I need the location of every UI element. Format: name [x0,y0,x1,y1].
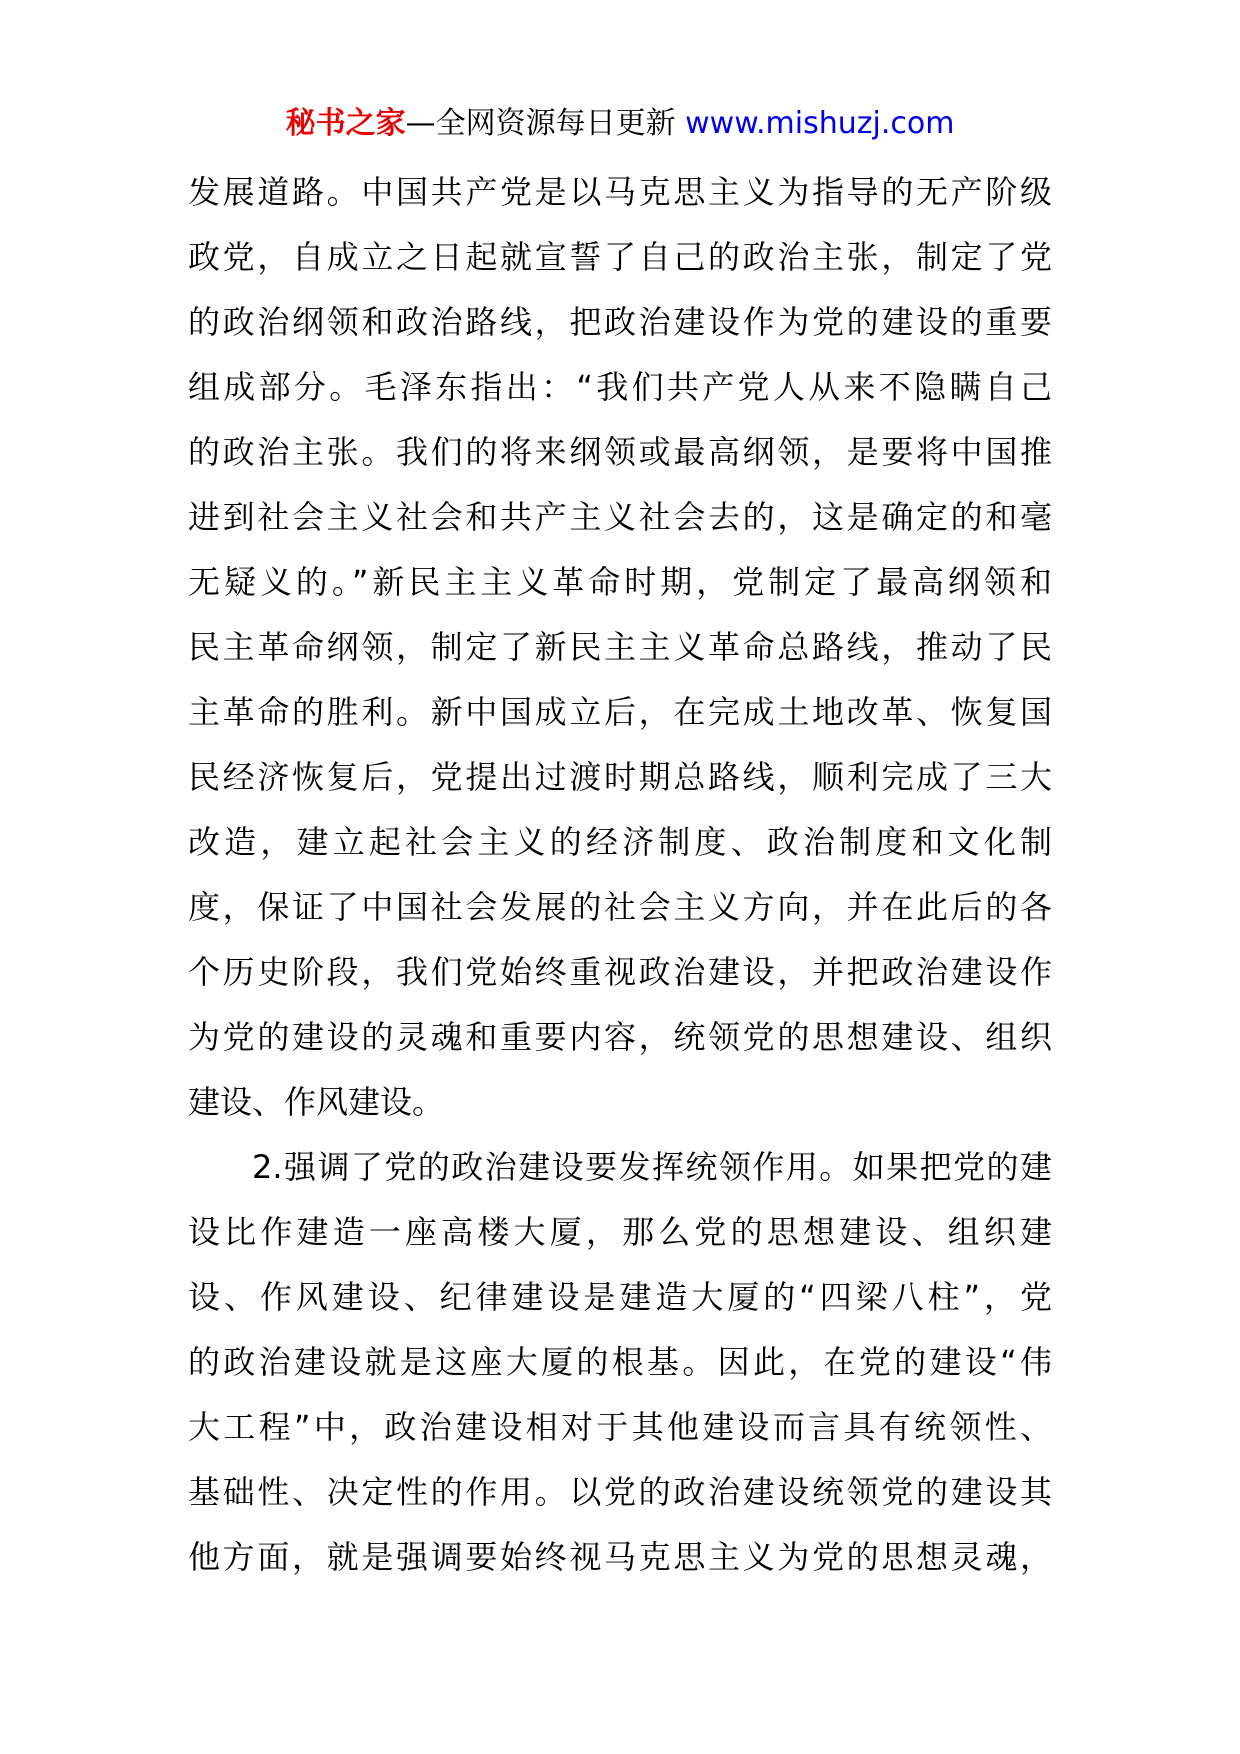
text-line: 改造，建立起社会主义的经济制度、政治制度和文化制 [188,823,1052,861]
text-line: 建设、作风建设。 [188,1083,445,1121]
text-line: 主革命的胜利。新中国成立后，在完成土地改革、恢复国 [188,693,1052,731]
text-line: 2.强调了党的政治建设要发挥统领作用。如果把党的建 [252,1148,1052,1186]
text-line: 为党的建设的灵魂和重要内容，统领党的思想建设、组织 [188,1018,1052,1056]
text-line: 设、作风建设、纪律建设是建造大厦的“四梁八柱”，党 [188,1278,1052,1316]
text-line: 进到社会主义社会和共产主义社会去的，这是确定的和毫 [188,498,1052,536]
text-line: 个历史阶段，我们党始终重视政治建设，并把政治建设作 [188,953,1052,991]
header-tagline: —全网资源每日更新 [405,106,686,141]
text-line: 的政治纲领和政治路线，把政治建设作为党的建设的重要 [188,303,1052,341]
text-line: 发展道路。中国共产党是以马克思主义为指导的无产阶级 [188,173,1052,211]
website-link[interactable]: www.mishuzj.com [685,106,955,141]
text-line: 民主革命纲领，制定了新民主主义革命总路线，推动了民 [188,628,1052,666]
text-line: 大工程”中，政治建设相对于其他建设而言具有统领性、 [188,1408,1052,1446]
text-line: 无疑义的。”新民主主义革命时期，党制定了最高纲领和 [188,563,1052,601]
text-line: 组成部分。毛泽东指出：“我们共产党人从来不隐瞒自己 [188,368,1052,406]
text-line: 政党，自成立之日起就宣誓了自己的政治主张，制定了党 [188,238,1052,276]
text-line: 基础性、决定性的作用。以党的政治建设统领党的建设其 [188,1473,1052,1511]
paragraph-1 [188,160,1052,1135]
text-line: 的政治主张。我们的将来纲领或最高纲领，是要将中国推 [188,433,1052,471]
page-header [188,100,1052,148]
text-line: 民经济恢复后，党提出过渡时期总路线，顺利完成了三大 [188,758,1052,796]
text-line: 设比作建造一座高楼大厦，那么党的思想建设、组织建 [188,1213,1052,1251]
text-line: 的政治建设就是这座大厦的根基。因此，在党的建设“伟 [188,1343,1052,1381]
text-line: 他方面，就是强调要始终视马克思主义为党的思想灵魂， [188,1538,1052,1576]
document-body [188,160,1052,1590]
text-line: 度，保证了中国社会发展的社会主义方向，并在此后的各 [188,888,1052,926]
brand-name: 秘书之家 [285,106,406,141]
paragraph-2 [188,1135,1052,1590]
